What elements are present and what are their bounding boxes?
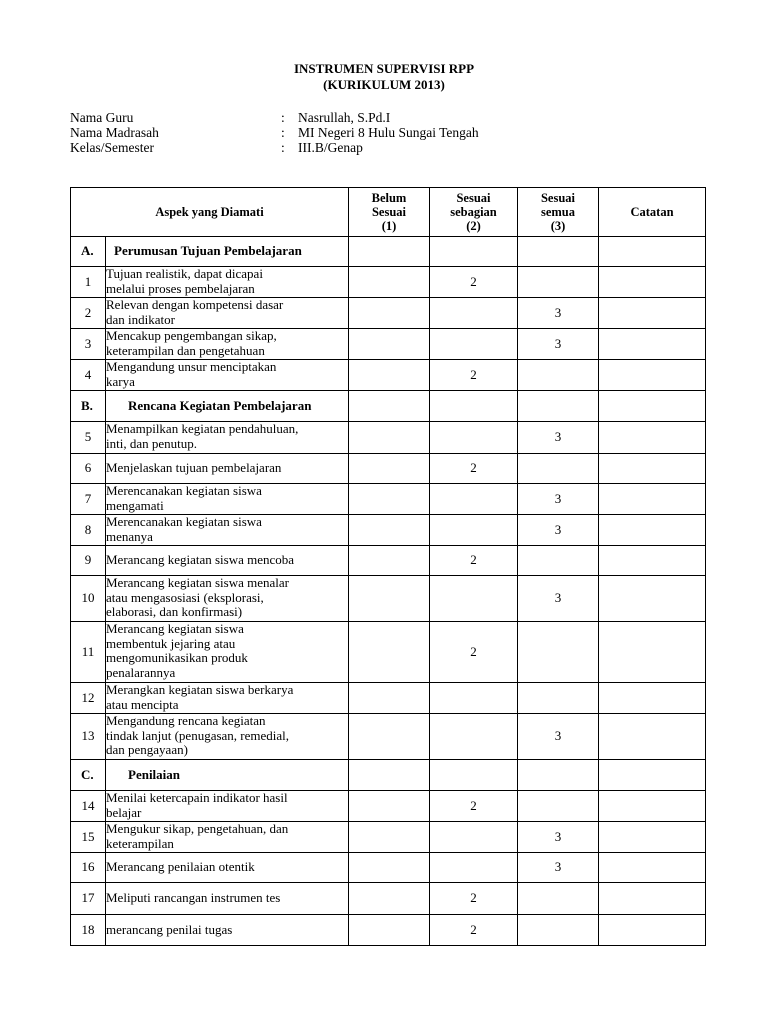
score-belum-sesuai (349, 360, 430, 391)
table-row (71, 883, 706, 915)
table-row (71, 791, 706, 822)
score-belum-sesuai (349, 622, 430, 683)
score-belum-sesuai (349, 422, 430, 454)
info-value: III.B/Genap (298, 140, 363, 155)
score-sesuai-sebagian (430, 515, 518, 546)
row-number: 2 (71, 298, 106, 329)
catatan-cell (599, 422, 706, 454)
description-line: melalui proses pembelajaran (106, 280, 255, 296)
description-line: Merancang penilaian otentik (106, 859, 255, 875)
row-number: 10 (71, 576, 106, 622)
info-label: Kelas/Semester (70, 140, 154, 155)
row-description (106, 915, 349, 946)
description-line: Menjelaskan tujuan pembelajaran (106, 460, 282, 476)
catatan-cell (599, 298, 706, 329)
score-sesuai-sebagian: 2 (430, 915, 518, 946)
score-belum-sesuai (349, 267, 430, 298)
description-line: Tujuan realistik, dapat dicapai (106, 266, 263, 281)
row-description (106, 883, 349, 915)
catatan-cell (599, 360, 706, 391)
description-line: Merencanakan kegiatan siswa (106, 514, 262, 529)
description-line: Mengandung unsur menciptakan (106, 359, 277, 374)
table-row (71, 298, 706, 329)
info-separator: : (281, 125, 285, 140)
score-sesuai-semua: 3 (518, 298, 599, 329)
score-belum-sesuai (349, 576, 430, 622)
row-number: 14 (71, 791, 106, 822)
description-line: Mencakup pengembangan sikap, (106, 328, 277, 343)
score-sesuai-semua (518, 546, 599, 576)
score-belum-sesuai (349, 683, 430, 714)
score-sesuai-sebagian (430, 576, 518, 622)
score-belum-sesuai (349, 484, 430, 515)
catatan-cell (599, 714, 706, 760)
section-letter: C. (71, 760, 106, 791)
row-description (106, 576, 349, 622)
score-sesuai-semua (518, 622, 599, 683)
document-title: INSTRUMEN SUPERVISI RPP (293, 61, 475, 76)
catatan-cell (599, 853, 706, 883)
score-sesuai-semua: 3 (518, 484, 599, 515)
score-sesuai-sebagian (430, 329, 518, 360)
score-sesuai-sebagian: 2 (430, 360, 518, 391)
score-sesuai-sebagian: 2 (430, 622, 518, 683)
header-line: (3) (550, 219, 566, 233)
header-line: (2) (466, 219, 481, 233)
info-separator: : (281, 140, 285, 155)
score-sesuai-semua: 3 (518, 576, 599, 622)
table-body (71, 237, 706, 946)
description-line: keterampilan (106, 835, 174, 851)
row-description (106, 360, 349, 391)
catatan-cell (599, 515, 706, 546)
score-sesuai-sebagian (430, 822, 518, 853)
catatan-cell (599, 329, 706, 360)
description-line: dan indikator (106, 311, 175, 327)
description-line: menanya (106, 528, 153, 544)
row-number: 9 (71, 546, 106, 576)
table-row (71, 915, 706, 946)
catatan-cell (599, 484, 706, 515)
score-sesuai-semua (518, 883, 599, 915)
description-line: atau mengasosiasi (eksplorasi, (106, 589, 264, 605)
score-sesuai-semua: 3 (518, 714, 599, 760)
score-belum-sesuai (349, 515, 430, 546)
description-line: belajar (106, 804, 142, 820)
score-sesuai-sebagian: 2 (430, 454, 518, 484)
header-row (71, 188, 706, 237)
row-number: 11 (71, 622, 106, 683)
table-row (71, 546, 706, 576)
score-belum-sesuai (349, 714, 430, 760)
row-number: 3 (71, 329, 106, 360)
empty-cell (349, 391, 430, 422)
description-line: penalarannya (106, 664, 176, 680)
score-sesuai-semua: 3 (518, 329, 599, 360)
table-row (71, 576, 706, 622)
description-line: membentuk jejaring atau (106, 635, 236, 651)
catatan-cell (599, 622, 706, 683)
section-letter: B. (71, 391, 106, 422)
section-title: Penilaian (106, 760, 349, 791)
row-description (106, 853, 349, 883)
score-sesuai-sebagian: 2 (430, 546, 518, 576)
table-row (71, 360, 706, 391)
table-row (71, 622, 706, 683)
description-line: atau mencipta (106, 696, 179, 712)
score-sesuai-sebagian (430, 853, 518, 883)
header-sesuai-semua (518, 188, 599, 237)
description-line: Meliputi rancangan instrumen tes (106, 890, 281, 906)
description-line: inti, dan penutup. (106, 435, 197, 451)
catatan-cell (599, 546, 706, 576)
score-sesuai-semua: 3 (518, 822, 599, 853)
row-description (106, 267, 349, 298)
header-line: Sesuai (540, 191, 576, 205)
score-belum-sesuai (349, 454, 430, 484)
score-sesuai-sebagian: 2 (430, 791, 518, 822)
header-line: Belum (371, 191, 407, 205)
score-sesuai-sebagian (430, 683, 518, 714)
table-row (71, 484, 706, 515)
info-label: Nama Madrasah (70, 125, 159, 140)
score-sesuai-sebagian (430, 298, 518, 329)
description-line: Merencanakan kegiatan siswa (106, 483, 262, 498)
catatan-cell (599, 454, 706, 484)
score-sesuai-semua (518, 915, 599, 946)
header-line: (1) (381, 219, 397, 233)
catatan-cell (599, 822, 706, 853)
catatan-cell (599, 267, 706, 298)
score-belum-sesuai (349, 298, 430, 329)
score-belum-sesuai (349, 822, 430, 853)
row-number: 13 (71, 714, 106, 760)
table-row (71, 714, 706, 760)
row-number: 15 (71, 822, 106, 853)
score-sesuai-sebagian (430, 422, 518, 454)
score-sesuai-semua: 3 (518, 515, 599, 546)
row-number: 4 (71, 360, 106, 391)
table-row (71, 515, 706, 546)
table-row (71, 683, 706, 714)
score-belum-sesuai (349, 853, 430, 883)
section-row (71, 760, 706, 791)
header-aspek: Aspek yang Diamati (71, 188, 349, 237)
table-row (71, 267, 706, 298)
row-number: 18 (71, 915, 106, 946)
score-sesuai-sebagian: 2 (430, 267, 518, 298)
document-subtitle: (KURIKULUM 2013) (323, 77, 445, 92)
empty-cell (518, 391, 599, 422)
empty-cell (430, 760, 518, 791)
header-belum-sesuai (349, 188, 430, 237)
description-line: Relevan dengan kompetensi dasar (106, 297, 284, 312)
score-sesuai-semua (518, 267, 599, 298)
row-number: 7 (71, 484, 106, 515)
description-line: mengamati (106, 497, 164, 513)
section-letter: A. (71, 237, 106, 267)
empty-cell (430, 237, 518, 267)
description-line: Merancang kegiatan siswa (106, 621, 244, 636)
score-belum-sesuai (349, 546, 430, 576)
row-description (106, 683, 349, 714)
row-number: 12 (71, 683, 106, 714)
score-sesuai-semua (518, 683, 599, 714)
info-value: MI Negeri 8 Hulu Sungai Tengah (298, 125, 479, 140)
table-row (71, 454, 706, 484)
score-sesuai-semua (518, 360, 599, 391)
description-line: Mengukur sikap, pengetahuan, dan (106, 821, 289, 836)
score-sesuai-semua (518, 791, 599, 822)
header-catatan: Catatan (599, 188, 706, 237)
description-line: Menilai ketercapain indikator hasil (106, 790, 288, 805)
description-line: dan pengayaan) (106, 742, 188, 757)
description-line: Merangkan kegiatan siswa berkarya (106, 682, 294, 697)
score-sesuai-semua: 3 (518, 422, 599, 454)
section-title: Rencana Kegiatan Pembelajaran (106, 391, 349, 422)
row-description (106, 298, 349, 329)
header-line: Sesuai (371, 205, 407, 219)
catatan-cell (599, 791, 706, 822)
header-sesuai-sebagian (430, 188, 518, 237)
empty-cell (599, 237, 706, 267)
row-description (106, 329, 349, 360)
catatan-cell (599, 915, 706, 946)
header-line: semua (540, 205, 576, 219)
empty-cell (430, 391, 518, 422)
description-line: Menampilkan kegiatan pendahuluan, (106, 421, 299, 436)
empty-cell (599, 760, 706, 791)
description-line: Merancang kegiatan siswa menalar (106, 575, 290, 590)
score-belum-sesuai (349, 791, 430, 822)
row-description (106, 515, 349, 546)
section-row (71, 237, 706, 267)
score-belum-sesuai (349, 915, 430, 946)
description-line: Mengandung rencana kegiatan (106, 713, 266, 728)
info-label: Nama Guru (70, 110, 134, 125)
table-row (71, 853, 706, 883)
score-belum-sesuai (349, 883, 430, 915)
row-number: 1 (71, 267, 106, 298)
supervision-table (70, 187, 706, 946)
empty-cell (349, 760, 430, 791)
catatan-cell (599, 683, 706, 714)
empty-cell (349, 237, 430, 267)
header-line: sebagian (450, 205, 497, 219)
row-description (106, 484, 349, 515)
row-description (106, 791, 349, 822)
description-line: mengomunikasikan produk (106, 650, 248, 665)
score-sesuai-sebagian (430, 714, 518, 760)
row-number: 16 (71, 853, 106, 883)
row-description (106, 622, 349, 683)
score-sesuai-sebagian (430, 484, 518, 515)
section-title: Perumusan Tujuan Pembelajaran (106, 237, 349, 267)
header-line: Sesuai (456, 191, 491, 205)
empty-cell (518, 237, 599, 267)
info-value: Nasrullah, S.Pd.I (298, 110, 391, 125)
empty-cell (599, 391, 706, 422)
description-line: keterampilan dan pengetahuan (106, 342, 265, 358)
row-description (106, 422, 349, 454)
catatan-cell (599, 576, 706, 622)
row-description (106, 714, 349, 760)
table-row (71, 822, 706, 853)
score-belum-sesuai (349, 329, 430, 360)
description-line: elaborasi, dan konfirmasi) (106, 604, 243, 619)
row-number: 6 (71, 454, 106, 484)
description-line: merancang penilai tugas (106, 921, 233, 937)
description-line: karya (106, 373, 135, 389)
row-description (106, 546, 349, 576)
score-sesuai-semua: 3 (518, 853, 599, 883)
section-row (71, 391, 706, 422)
score-sesuai-semua (518, 454, 599, 484)
row-number: 8 (71, 515, 106, 546)
row-description (106, 822, 349, 853)
description-line: tindak lanjut (penugasan, remedial, (106, 727, 290, 743)
table-row (71, 329, 706, 360)
row-description (106, 454, 349, 484)
empty-cell (518, 760, 599, 791)
row-number: 17 (71, 883, 106, 915)
score-sesuai-sebagian: 2 (430, 883, 518, 915)
table-row (71, 422, 706, 454)
catatan-cell (599, 883, 706, 915)
description-line: Merancang kegiatan siswa mencoba (106, 552, 295, 568)
info-separator: : (281, 110, 285, 125)
row-number: 5 (71, 422, 106, 454)
